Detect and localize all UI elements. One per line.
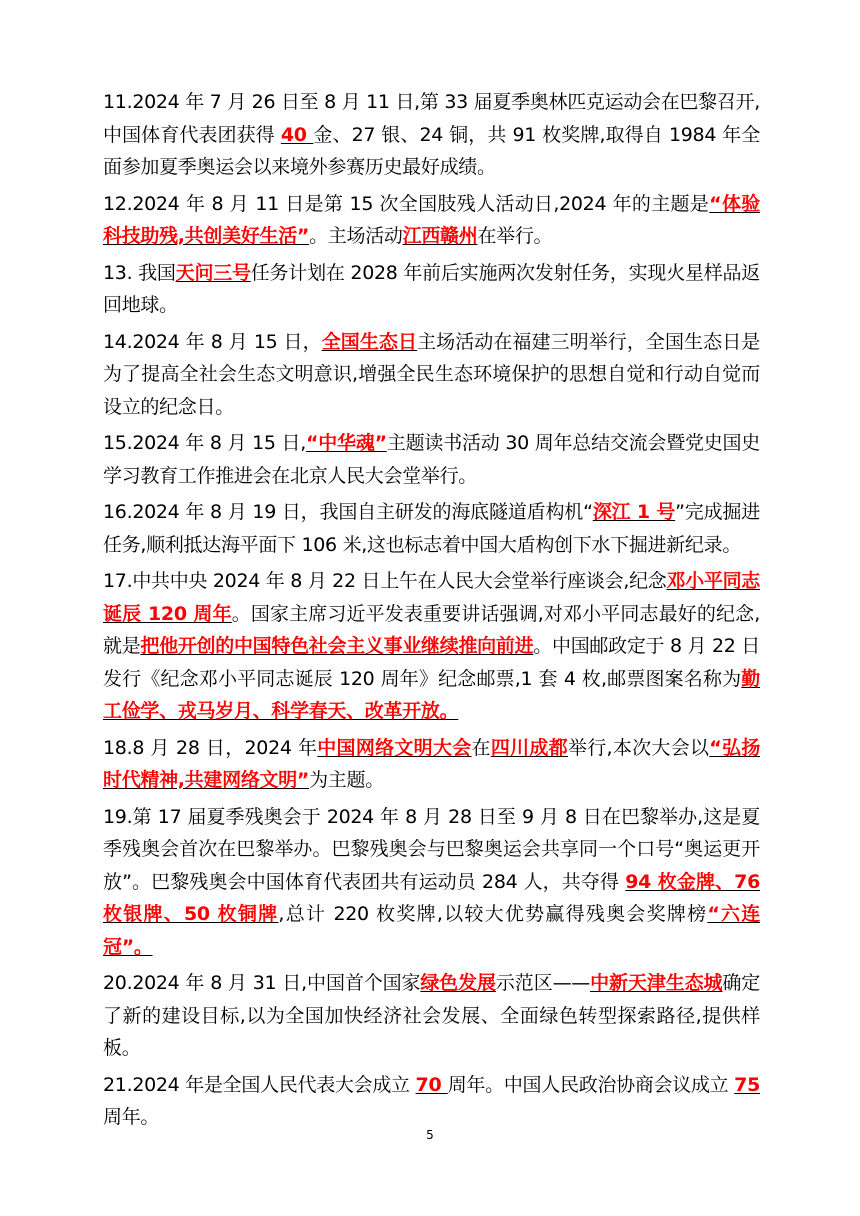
highlighted-answer: 邓小平同志诞辰 120 周年 [103,570,760,625]
item-text: 18.8 月 28 日，2024 年 [103,736,318,759]
item-text: 21.2024 年是全国人民代表大会成立 [103,1073,416,1096]
item-text: 举行,本次大会以 [567,736,710,759]
item-text: 在举行。 [477,225,553,247]
highlighted-answer: 70 [415,1073,448,1096]
highlighted-answer: “中华魂” [306,432,387,454]
item-text: 12.2024 年 8 月 11 日是第 15 次全国肢残人活动日,2024 年的主题是 [103,192,710,215]
item-text: 任务计划在 2028 年前后实施两次发射任务，实现火星样品返回地球。 [103,261,760,316]
item-text: 17.中共中央 2024 年 8 月 22 日上午在人民大会堂举行座谈会,纪念 [103,570,667,592]
highlighted-answer: 40 [280,123,314,146]
item-text: 。中国邮政定于 8 月 22 日发行《纪念邓小平同志诞辰 120 周年》纪念邮票,1 套 4 枚,邮票图案名称为 [103,635,761,690]
item-text: 20.2024 年 8 月 31 日,中国首个国家 [103,972,421,994]
list-item [103,257,760,322]
list-item [103,1069,760,1134]
highlighted-answer: 把他开创的中国特色社会主义事业继续推向前进 [140,635,534,657]
item-text: 主场活动在福建三明举行，全国生态日是为了提高全社会生态文明意识,增强全民生态环境保护的思想自觉和行动自觉而设立的纪念日。 [103,330,760,418]
list-item [103,326,760,424]
list-item [103,801,760,964]
item-text: 15.2024 年 8 月 15 日, [103,432,306,454]
item-text: 示范区—— [495,972,590,994]
list-item [103,565,760,728]
highlighted-answer: 绿色发展 [420,972,496,994]
highlighted-answer: 中国网络文明大会 [317,736,472,759]
item-text: 13. 我国 [103,261,176,284]
highlighted-answer: 勤工俭学、戎马岁月、科学春天、改革开放。 [103,667,760,722]
highlighted-answer: 中新天津生态城 [589,972,723,994]
item-text: 16.2024 年 8 月 19 日，我国自主研发的海底隧道盾构机“ [103,501,593,523]
highlighted-answer: 全国生态日 [321,330,418,353]
page-number: 5 [426,1128,434,1142]
document-body [103,86,760,1138]
item-text: 14.2024 年 8 月 15 日， [103,330,322,353]
highlighted-answer: 江西赣州 [402,225,478,247]
list-item [103,496,760,561]
item-text: ”完成掘进任务,顺利抵达海平面下 106 米,这也标志着中国大盾构创下水下掘进新纪录。 [103,501,760,556]
highlighted-answer: 75 [734,1073,760,1096]
list-item [103,967,760,1065]
list-item [103,732,760,797]
item-text: 。国家主席习近平发表重要讲话强调,对邓小平同志最好的纪念,就是 [103,602,760,657]
item-text: 主题读书活动 30 周年总结交流会暨党史国史学习教育工作推进会在北京人民大会堂举行。 [103,432,760,487]
item-text: 金、27 银、24 铜，共 91 枚奖牌,取得自 1984 年全面参加夏季奥运会以来境外参赛历史最好成绩。 [103,123,761,178]
item-text: 周年。 [103,1106,160,1128]
item-text: 在 [471,736,491,759]
item-text: 11.2024 年 7 月 26 日至 8 月 11 日,第 33 届夏季奥林匹克运动会在巴黎召开,中国体育代表团获得 [103,91,760,146]
highlighted-answer: 四川成都 [490,736,568,759]
item-text: 。主场活动 [309,225,403,247]
item-text: 确定了新的建设目标,以为全国加快经济社会发展、全面绿色转型探索路径,提供样板。 [103,972,760,1059]
item-text: 周年。中国人民政治协商会议成立 [447,1073,735,1096]
list-item [103,188,760,253]
highlighted-answer: 深江 1 号 [592,501,676,523]
highlighted-answer: 94 枚金牌、76 枚银牌、50 枚铜牌 [103,870,760,925]
item-text: ,总计 220 枚奖牌,以较大优势赢得残奥会奖牌榜 [278,903,708,925]
highlighted-answer: “弘扬时代精神,共建网络文明” [103,736,761,791]
item-text: 19.第 17 届夏季残奥会于 2024 年 8 月 28 日至 9 月 8 日在巴黎举办,这是夏季残奥会首次在巴黎举办。巴黎残奥会与巴黎奥运会共享同一个口号“奥运更开放”。巴黎残奥会中国体育代表团共有运动员 284 人，共夺得 [103,805,760,893]
item-text: 为主题。 [309,769,384,791]
list-item [103,427,760,492]
list-item [103,86,760,184]
highlighted-answer: “六连冠”。 [103,903,761,958]
highlighted-answer: “体验科技助残,共创美好生活” [103,192,760,247]
highlighted-answer: 天问三号 [175,261,251,284]
